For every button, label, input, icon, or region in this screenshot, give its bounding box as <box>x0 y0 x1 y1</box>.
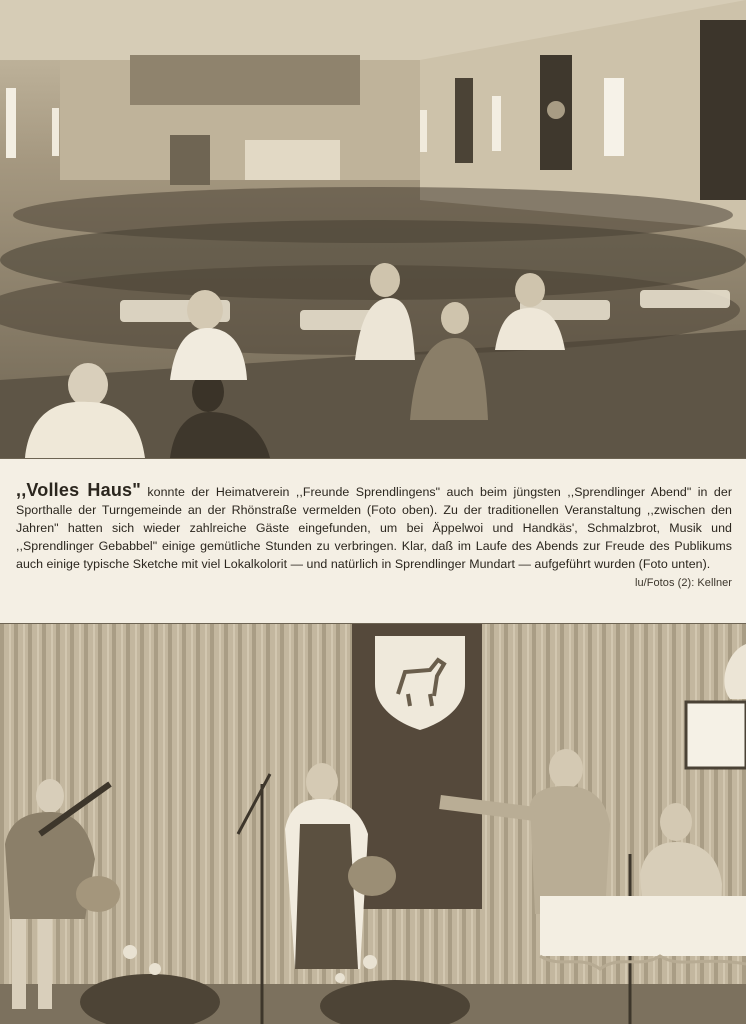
wall-banner <box>455 78 473 163</box>
hall-audience-illustration <box>0 0 746 458</box>
caption-headline: ,,Volles Haus" <box>16 480 141 500</box>
wall-banner <box>700 20 746 200</box>
photo-stage-sketch <box>0 624 746 1024</box>
caption-body: konnte der Heimatverein ,,Freunde Sprendlingens" auch beim jüngsten ,,Sprendlinger Abend" in der Sporthalle der Turngemeinde an der Rhönstraße vermelden (Foto oben). Zu der traditionellen Veranstaltung ,,zwischen den Jahren" hatten sich wieder zahlreiche Gäste eingefunden, um bei Äppelwoi und Handkäs', Schmalzbrot, Musik und ,,Sprendlinger Gebabbel" einige gemütliche Stunden zu verbringen. Klar, daß im Laufe des Abends zur Freude des Publikums auch einige typische Sketche mit viel Lokalkolorit — und natürlich in Sprendlinger Mundart — aufgeführt wurden (Foto unten). <box>16 485 732 571</box>
caption-box <box>0 458 746 624</box>
photo-full-hall <box>0 0 746 458</box>
stage-performance-illustration <box>0 624 746 1024</box>
photo-credit: lu/Fotos (2): Kellner <box>634 577 732 589</box>
article-caption <box>16 480 732 589</box>
table <box>540 896 746 956</box>
stage-screen <box>686 702 746 768</box>
